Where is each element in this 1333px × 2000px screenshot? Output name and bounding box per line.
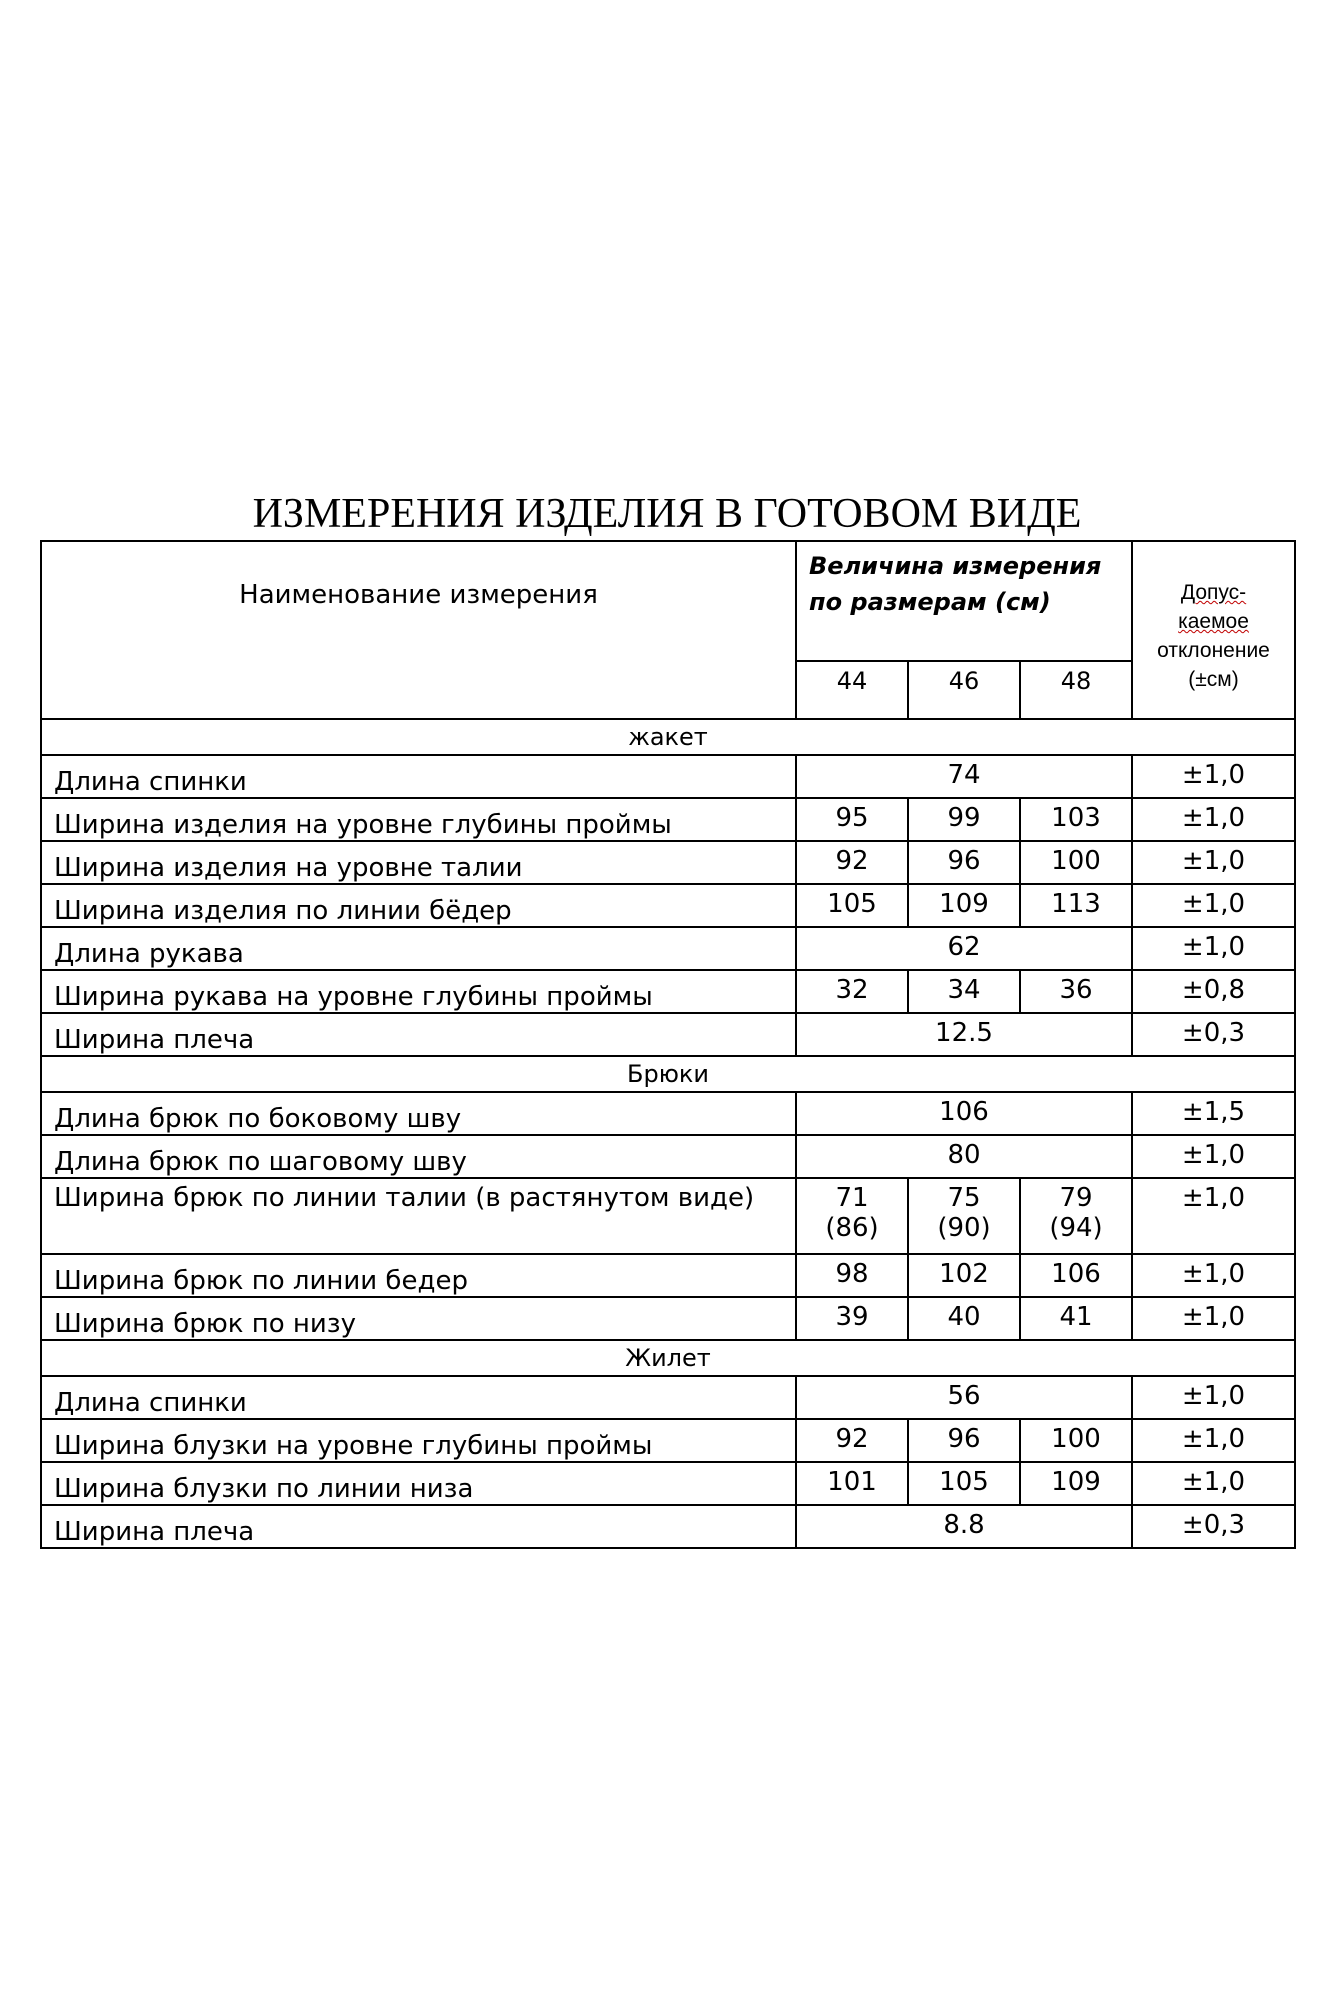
measurement-value bbox=[1020, 1462, 1132, 1505]
measurement-value bbox=[908, 798, 1020, 841]
header-size-48: 48 bbox=[1020, 661, 1132, 719]
tolerance-value: ±1,0 bbox=[1132, 1254, 1295, 1297]
header-size-46: 46 bbox=[908, 661, 1020, 719]
page-title: ИЗМЕРЕНИЯ ИЗДЕЛИЯ В ГОТОВОМ ВИДЕ bbox=[252, 491, 1082, 537]
tolerance-value: ±1,0 bbox=[1132, 1376, 1295, 1419]
measurement-value-main: 39 bbox=[835, 1302, 869, 1332]
measurement-value-main: 105 bbox=[939, 1467, 989, 1497]
measurement-value-main: 100 bbox=[1051, 846, 1101, 876]
tolerance-value: ±0,3 bbox=[1132, 1505, 1295, 1548]
table-row bbox=[41, 1297, 1295, 1340]
measurement-value-main: 32 bbox=[835, 975, 869, 1005]
measurement-value: 56 bbox=[796, 1376, 1132, 1419]
measurement-name: Ширина блузки на уровне глубины проймы bbox=[41, 1419, 796, 1462]
measurement-value bbox=[796, 1462, 908, 1505]
section-row bbox=[41, 1056, 1295, 1092]
measurement-value-stretched: (94) bbox=[1049, 1213, 1103, 1243]
measurement-value bbox=[1020, 970, 1132, 1013]
measurement-value: 62 bbox=[796, 927, 1132, 970]
table-row bbox=[41, 1505, 1295, 1548]
measurement-value-main: 36 bbox=[1059, 975, 1093, 1005]
table-row bbox=[41, 798, 1295, 841]
measurement-value bbox=[1020, 1419, 1132, 1462]
measurements-table bbox=[40, 540, 1296, 1549]
measurement-value bbox=[908, 1462, 1020, 1505]
measurement-name: Ширина изделия по линии бёдер bbox=[41, 884, 796, 927]
section-title: Брюки bbox=[41, 1056, 1295, 1092]
measurement-value-main: 109 bbox=[1051, 1467, 1101, 1497]
tolerance-value: ±1,0 bbox=[1132, 884, 1295, 927]
measurement-name: Длина брюк по боковому шву bbox=[41, 1092, 796, 1135]
measurement-value bbox=[796, 1254, 908, 1297]
measurement-value-main: 92 bbox=[835, 846, 869, 876]
header-tolerance-line3: отклонение bbox=[1157, 639, 1270, 662]
measurement-value-main: 103 bbox=[1051, 803, 1101, 833]
table-row bbox=[41, 1013, 1295, 1056]
measurement-value bbox=[908, 841, 1020, 884]
measurement-name: Ширина плеча bbox=[41, 1505, 796, 1548]
measurement-value bbox=[1020, 884, 1132, 927]
table-row bbox=[41, 884, 1295, 927]
table-row bbox=[41, 927, 1295, 970]
table-row bbox=[41, 1092, 1295, 1135]
measurement-value bbox=[796, 970, 908, 1013]
measurement-value: 12.5 bbox=[796, 1013, 1132, 1056]
table-row bbox=[41, 1376, 1295, 1419]
measurement-value-main: 95 bbox=[835, 803, 869, 833]
measurement-name: Ширина брюк по линии талии (в растянутом виде) bbox=[41, 1178, 796, 1254]
tolerance-value: ±1,0 bbox=[1132, 1178, 1295, 1254]
measurement-value-main: 96 bbox=[947, 1424, 981, 1454]
measurement-value bbox=[796, 1178, 908, 1254]
section-row bbox=[41, 719, 1295, 755]
measurement-value bbox=[796, 798, 908, 841]
measurement-value bbox=[796, 1297, 908, 1340]
measurement-name: Ширина брюк по низу bbox=[41, 1297, 796, 1340]
measurement-name: Ширина изделия на уровне талии bbox=[41, 841, 796, 884]
measurement-value-main: 98 bbox=[835, 1259, 869, 1289]
header-tolerance-line4: (±см) bbox=[1188, 668, 1239, 691]
measurement-value-main: 92 bbox=[835, 1424, 869, 1454]
measurement-name: Длина спинки bbox=[41, 1376, 796, 1419]
measurement-value: 106 bbox=[796, 1092, 1132, 1135]
measurement-value bbox=[908, 1254, 1020, 1297]
table-row bbox=[41, 1419, 1295, 1462]
measurement-value bbox=[908, 970, 1020, 1013]
tolerance-value: ±1,0 bbox=[1132, 927, 1295, 970]
table-row bbox=[41, 1135, 1295, 1178]
tolerance-value: ±1,0 bbox=[1132, 798, 1295, 841]
measurement-name: Ширина блузки по линии низа bbox=[41, 1462, 796, 1505]
header-measurement-value: Величина измерения по размерам (см) bbox=[796, 541, 1132, 661]
measurement-name: Длина спинки bbox=[41, 755, 796, 798]
measurement-value-main: 100 bbox=[1051, 1424, 1101, 1454]
measurement-name: Длина брюк по шаговому шву bbox=[41, 1135, 796, 1178]
tolerance-value: ±1,0 bbox=[1132, 1419, 1295, 1462]
table-row bbox=[41, 1178, 1295, 1254]
tolerance-value: ±1,0 bbox=[1132, 1462, 1295, 1505]
measurement-value-stretched: (86) bbox=[825, 1213, 879, 1243]
table-row bbox=[41, 1462, 1295, 1505]
measurement-value bbox=[796, 1419, 908, 1462]
measurement-value bbox=[908, 1419, 1020, 1462]
table-row bbox=[41, 1254, 1295, 1297]
section-row bbox=[41, 1340, 1295, 1376]
measurement-value: 8.8 bbox=[796, 1505, 1132, 1548]
measurement-value bbox=[796, 841, 908, 884]
header-size-44: 44 bbox=[796, 661, 908, 719]
tolerance-value: ±1,0 bbox=[1132, 1297, 1295, 1340]
section-title: жакет bbox=[41, 719, 1295, 755]
measurement-value-main: 40 bbox=[947, 1302, 981, 1332]
measurement-value-stretched: (90) bbox=[937, 1213, 991, 1243]
header-tolerance bbox=[1132, 541, 1295, 719]
tolerance-value: ±0,8 bbox=[1132, 970, 1295, 1013]
measurement-value-main: 34 bbox=[947, 975, 981, 1005]
measurement-name: Ширина плеча bbox=[41, 1013, 796, 1056]
measurement-value-main: 96 bbox=[947, 846, 981, 876]
measurement-value bbox=[1020, 1254, 1132, 1297]
tolerance-value: ±0,3 bbox=[1132, 1013, 1295, 1056]
measurement-value-main: 71 bbox=[835, 1183, 869, 1213]
tolerance-value: ±1,0 bbox=[1132, 841, 1295, 884]
measurement-name: Ширина изделия на уровне глубины проймы bbox=[41, 798, 796, 841]
header-tolerance-line2: каемое bbox=[1178, 610, 1249, 633]
tolerance-value: ±1,5 bbox=[1132, 1092, 1295, 1135]
measurement-name: Ширина брюк по линии бедер bbox=[41, 1254, 796, 1297]
measurement-value-main: 105 bbox=[827, 889, 877, 919]
measurement-value bbox=[908, 1178, 1020, 1254]
measurement-value bbox=[796, 884, 908, 927]
measurement-value: 74 bbox=[796, 755, 1132, 798]
measurement-value-main: 102 bbox=[939, 1259, 989, 1289]
measurement-value-main: 101 bbox=[827, 1467, 877, 1497]
table-row bbox=[41, 841, 1295, 884]
tolerance-value: ±1,0 bbox=[1132, 1135, 1295, 1178]
measurement-value-main: 99 bbox=[947, 803, 981, 833]
measurement-value-main: 41 bbox=[1059, 1302, 1093, 1332]
measurement-value bbox=[1020, 1178, 1132, 1254]
measurement-value bbox=[1020, 841, 1132, 884]
header-tolerance-line1: Допус- bbox=[1180, 581, 1247, 604]
table-row bbox=[41, 970, 1295, 1013]
measurement-value bbox=[1020, 798, 1132, 841]
tolerance-value: ±1,0 bbox=[1132, 755, 1295, 798]
measurement-value-main: 109 bbox=[939, 889, 989, 919]
section-title: Жилет bbox=[41, 1340, 1295, 1376]
measurement-name: Ширина рукава на уровне глубины проймы bbox=[41, 970, 796, 1013]
measurement-value bbox=[1020, 1297, 1132, 1340]
measurement-value-main: 113 bbox=[1051, 889, 1101, 919]
table-row bbox=[41, 755, 1295, 798]
header-measurement-name: Наименование измерения bbox=[41, 541, 796, 719]
measurement-value-main: 79 bbox=[1059, 1183, 1093, 1213]
measurement-value: 80 bbox=[796, 1135, 1132, 1178]
measurement-value-main: 75 bbox=[947, 1183, 981, 1213]
measurement-value-main: 106 bbox=[1051, 1259, 1101, 1289]
measurement-value bbox=[908, 1297, 1020, 1340]
measurement-name: Длина рукава bbox=[41, 927, 796, 970]
measurement-value bbox=[908, 884, 1020, 927]
